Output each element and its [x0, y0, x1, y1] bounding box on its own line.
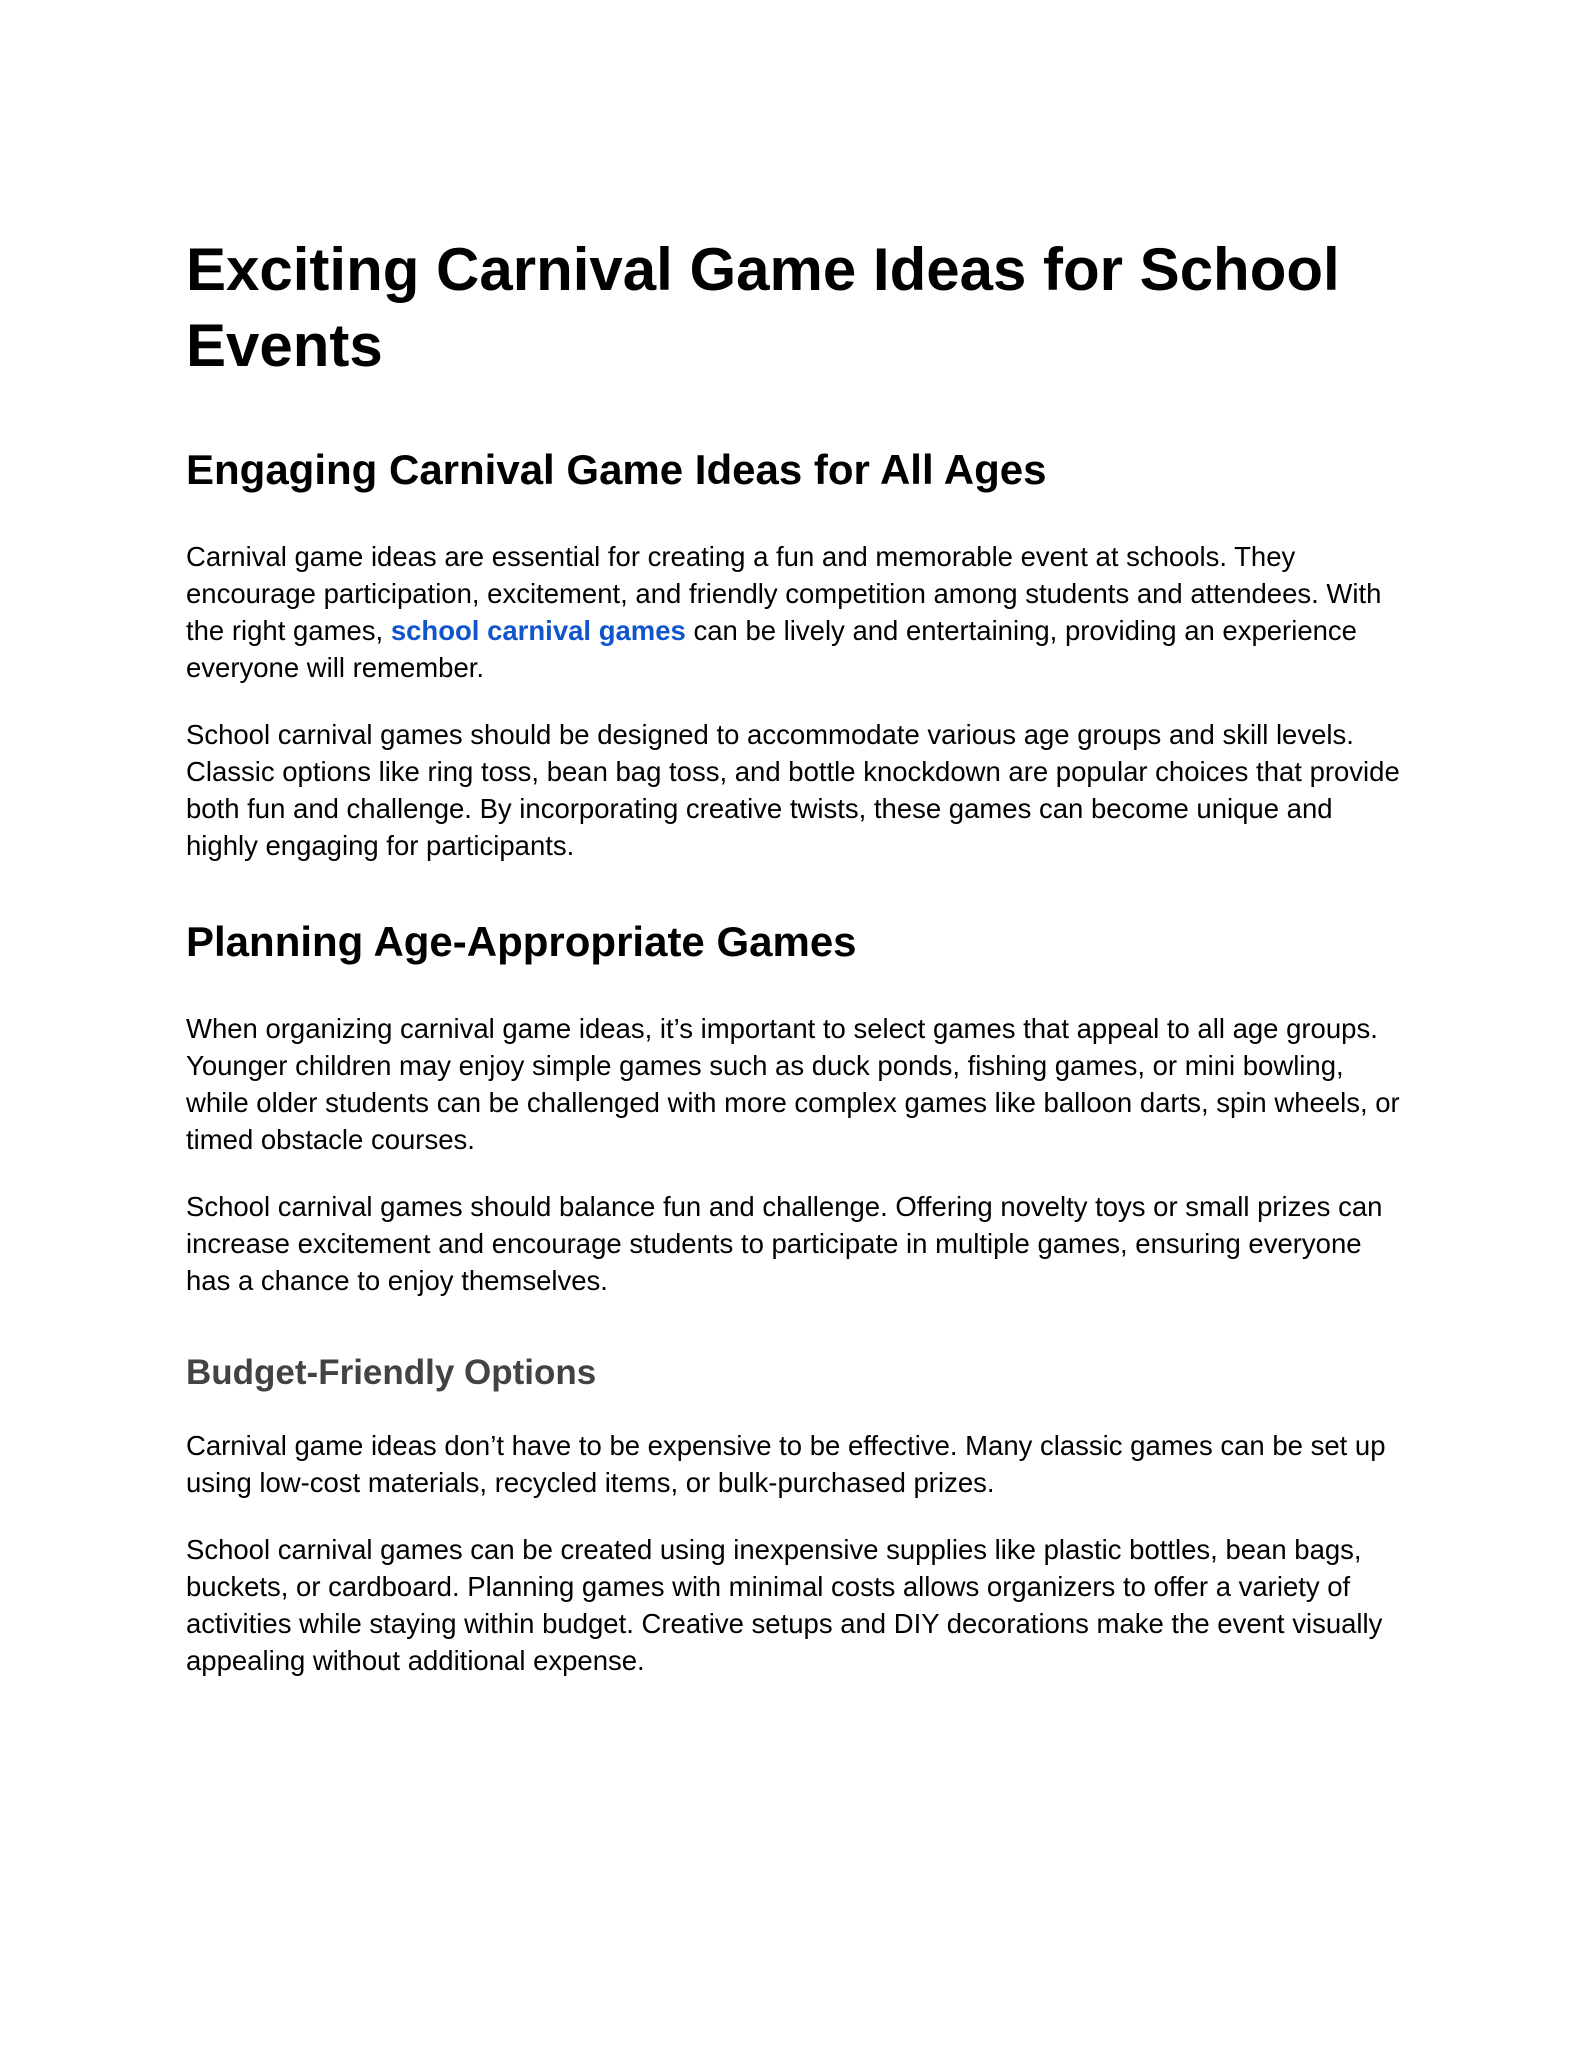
- subsection-heading-budget: Budget-Friendly Options: [186, 1353, 597, 1392]
- paragraph-intro-text-start: Carnival game ideas are essential for creating a fun and memorable event at schools. They encourage participation, excitement, and friendly competition among students and attendees. With the right games,: [186, 541, 1382, 646]
- paragraph-age-groups: School carnival games should be designed to accommodate various age groups and skill levels. Classic options like ring toss, bean bag toss, and bottle knockdown are popular choices that provide both fun and challenge. By incorporating creative twists, these games can become unique and highly engaging for participants.: [186, 719, 1400, 861]
- paragraph-balance: School carnival games should balance fun and challenge. Offering novelty toys or small prizes can increase excitement and encourage students to participate in multiple games, ensuring everyone has a chance to enjoy themselves.: [186, 1191, 1383, 1296]
- paragraph-organizing: When organizing carnival game ideas, it’s important to select games that appeal to all age groups. Younger children may enjoy simple games such as duck ponds, fishing games, or mini bowling, while older students can be challenged with more complex games like balloon darts, spin wheels, or timed obstacle courses.: [186, 1013, 1400, 1155]
- document-body: [186, 232, 1406, 1679]
- section-heading-age-appropriate: Planning Age-Appropriate Games: [186, 918, 857, 965]
- paragraph-budget-supplies: School carnival games can be created using inexpensive supplies like plastic bottles, bean bags, buckets, or cardboard. Planning games with minimal costs allows organizers to offer a variety of activities while staying within budget. Creative setups and DIY decorations make the event visually appealing without additional expense.: [186, 1534, 1383, 1676]
- paragraph-intro: [186, 538, 1406, 686]
- school-carnival-games-link[interactable]: school carnival games: [390, 615, 686, 646]
- paragraph-intro-text-end: can be lively and entertaining, providing an experience everyone will remember.: [186, 615, 1357, 683]
- section-heading-engaging-games: Engaging Carnival Game Ideas for All Ages: [186, 446, 1047, 493]
- paragraph-budget-intro: Carnival game ideas don’t have to be expensive to be effective. Many classic games can be set up using low-cost materials, recycled items, or bulk-purchased prizes.: [186, 1430, 1386, 1498]
- document-title: Exciting Carnival Game Ideas for School Events: [186, 236, 1340, 379]
